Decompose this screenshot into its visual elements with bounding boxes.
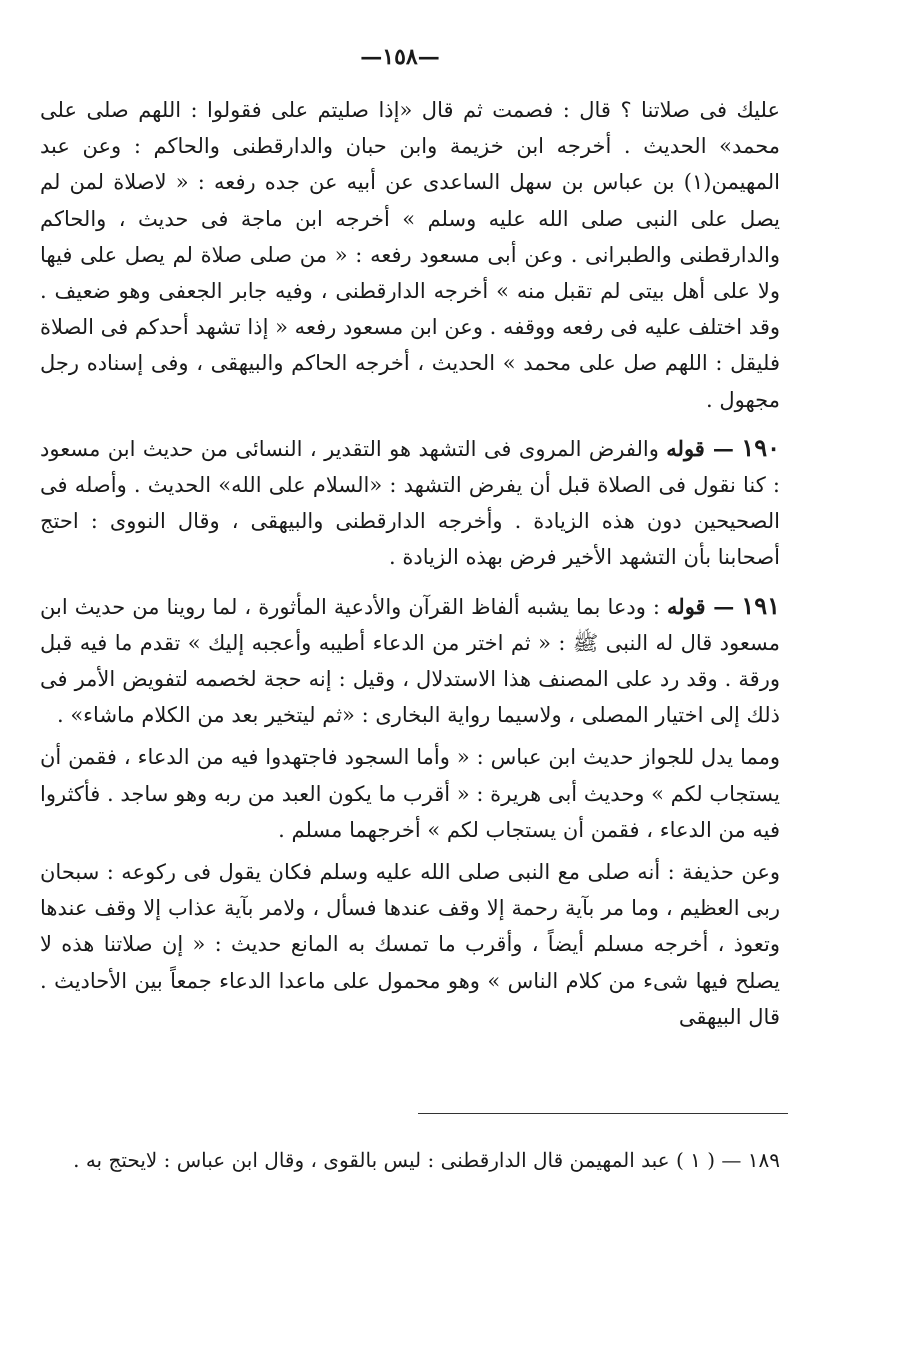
paragraph-4-text: ومما يدل للجواز حديث ابن عباس : « وأما السجود فاجتهدوا فيه من الدعاء ، فقمن أن يستجاب لكم » وحديث أبى هريرة : « أقرب ما يكون العبد من ربه وهو ساجد . فأكثروا فيه من الدعاء ، فقمن أن يستجاب لكم » أخرجهما مسلم . <box>40 745 780 842</box>
entry-190-dash: — <box>704 435 734 461</box>
paragraph-4 <box>40 739 780 848</box>
paragraph-5-text: وعن حذيفة : أنه صلى مع النبى صلى الله عليه وسلم فكان يقول فى ركوعه : سبحان ربى العظيم ، وما مر بآية رحمة إلا وقف عندها فسأل ، ولامر بآية عذاب إلا وقف عندها وتعوذ ، أخرجه مسلم أيضاً ، وأقرب ما تمسك به المانع حديث : « إن صلاتنا هذه لا يصلح فيها شىء من كلام الناس » وهو محمول على ماعدا الدعاء جمعاً بين الأحاديث . قال البيهقى <box>40 860 780 1029</box>
entry-190 <box>40 430 780 576</box>
main-text-body <box>40 92 780 1035</box>
footnote <box>40 1142 780 1178</box>
entry-190-number: ١٩٠ <box>741 432 780 462</box>
entry-191-number: ١٩١ <box>741 590 780 620</box>
entry-191 <box>40 588 780 734</box>
entry-190-keyword: قوله <box>666 435 705 461</box>
paragraph-spacer <box>40 576 780 588</box>
paragraph-spacer <box>40 418 780 430</box>
paragraph-5 <box>40 854 780 1035</box>
page-number: —١٥٨— <box>360 44 440 70</box>
entry-191-text: : ودعا بما يشبه ألفاظ القرآن والأدعية المأثورة ، لما روينا من حديث ابن مسعود قال له النبى ﷺ : « ثم اختر من الدعاء أطيبه وأعجبه إليك » تقدم ما فيه قبل ورقة . وقد رد على المصنف هذا الاستدلال ، وقيل : إنه حجة لخصمه لتفويض الأمر فى ذلك إلى اختيار المصلى ، ولاسيما رواية البخارى : «ثم ليتخير بعد من الكلام ماشاء» . <box>40 594 780 728</box>
footnote-divider <box>418 1113 788 1114</box>
entry-191-dash: — <box>705 593 735 619</box>
entry-191-keyword: قوله <box>667 593 706 619</box>
footnote-text: ١٨٩ — ( ١ ) عبد المهيمن قال الدارقطنى : ليس بالقوى ، وقال ابن عباس : لايحتج به . <box>73 1148 780 1172</box>
entry-190-text: والفرض المروى فى التشهد هو التقدير ، النسائى من حديث ابن مسعود : كنا نقول فى الصلاة قبل أن يفرض التشهد : «السلام على الله» الحديث . وأصله فى الصحيحين دون هذه الزيادة . وأخرجه الدارقطنى والبيهقى ، وقال النووى : احتج أصحابنا بأن التشهد الأخير فرض بهذه الزيادة . <box>40 436 780 570</box>
paragraph-1-text: عليك فى صلاتنا ؟ قال : فصمت ثم قال «إذا صليتم على فقولوا : اللهم صلى على محمد» الحديث . أخرجه ابن خزيمة وابن حبان والدارقطنى والحاكم : وعن عبد المهيمن(١) بن عباس بن سهل الساعدى عن أبيه عن جده رفعه : « لاصلاة لمن لم يصل على النبى صلى الله عليه وسلم » أخرجه ابن ماجة فى حديث ، والحاكم والدارقطنى والطبرانى . وعن أبى مسعود رفعه : « من صلى صلاة لم يصل على فيها ولا على أهل بيتى لم تقبل منه » أخرجه الدارقطنى ، وفيه جابر الجعفى وهو ضعيف . وقد اختلف عليه فى رفعه ووقفه . وعن ابن مسعود رفعه « إذا تشهد أحدكم فى الصلاة فليقل : اللهم صل على محمد » الحديث ، أخرجه الحاكم والبيهقى ، وفى إسناده رجل مجهول . <box>40 98 780 412</box>
paragraph-1 <box>40 92 780 418</box>
